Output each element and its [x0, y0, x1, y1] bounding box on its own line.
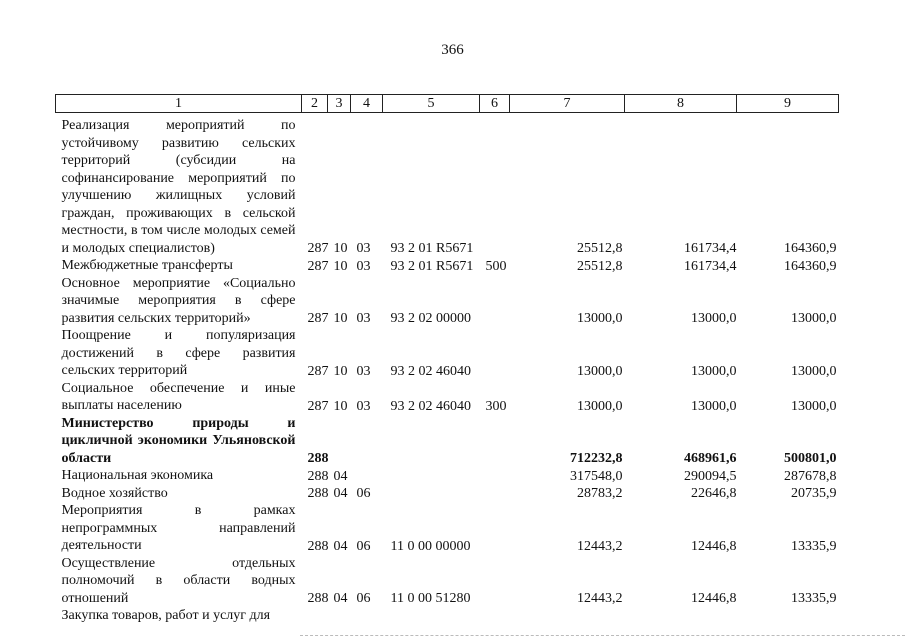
row-gr: 288	[307, 468, 329, 484]
row-value-9: 20735,9	[791, 486, 837, 501]
header-col-2: 2	[302, 95, 328, 113]
row-pr: 03	[356, 363, 371, 379]
table-row	[56, 415, 839, 468]
row-gr: 288	[307, 486, 329, 501]
row-pr: 06	[356, 486, 371, 501]
row-pr: 06	[356, 591, 371, 606]
row-csr: 93 2 01 R5671	[390, 258, 474, 274]
row-name: Водное хозяйство	[61, 485, 168, 501]
row-value-8	[625, 607, 737, 625]
row-csr: 11 0 00 51280	[390, 591, 471, 606]
row-rz: 10	[333, 241, 348, 256]
table-row	[56, 275, 839, 328]
row-value-9: 500801,0	[784, 451, 837, 466]
row-value-8: 161734,4	[684, 241, 737, 256]
row-pr	[351, 467, 383, 485]
row-value-7: 12443,2	[577, 538, 623, 554]
row-vr	[480, 555, 510, 608]
row-vr	[480, 607, 510, 625]
row-csr: 11 0 00 00000	[390, 538, 471, 554]
row-gr	[302, 607, 328, 625]
table-row	[56, 380, 839, 415]
row-name: Осуществление отдельных полномочий в области водных отношений	[61, 555, 296, 606]
row-name: Основное мероприятие «Социально значимые мероприятия в сфере развития сельских территорий»	[61, 275, 296, 326]
row-name: Национальная экономика	[61, 468, 214, 483]
row-pr	[351, 607, 383, 625]
row-value-7	[510, 607, 625, 625]
row-value-9: 13335,9	[791, 538, 837, 554]
row-vr: 500	[485, 258, 507, 274]
row-name: Мероприятия в рамках непрограммных направлений деятельности	[61, 503, 296, 553]
row-gr: 287	[307, 258, 329, 274]
row-rz: 04	[333, 486, 348, 501]
row-value-7: 28783,2	[577, 486, 623, 501]
table-row	[56, 555, 839, 608]
row-value-7: 25512,8	[577, 241, 623, 256]
row-rz: 04	[333, 468, 348, 484]
row-name: Межбюджетные трансферты	[61, 258, 233, 273]
row-vr: 300	[485, 398, 507, 414]
row-vr	[480, 327, 510, 380]
row-pr	[351, 415, 383, 468]
header-col-9: 9	[737, 95, 839, 113]
row-value-7: 12443,2	[577, 591, 623, 606]
row-gr: 288	[307, 591, 329, 606]
row-csr: 93 2 02 00000	[390, 311, 471, 326]
row-value-9: 13000,0	[791, 398, 837, 414]
table-row	[56, 327, 839, 380]
row-rz: 10	[333, 258, 348, 274]
row-pr: 03	[356, 398, 371, 414]
table-body	[56, 113, 839, 625]
row-csr	[383, 415, 480, 468]
row-value-7: 712232,8	[570, 451, 623, 466]
row-vr	[480, 113, 510, 258]
row-value-8: 12446,8	[691, 591, 737, 606]
bottom-rule	[300, 635, 905, 636]
header-col-7: 7	[510, 95, 625, 113]
row-csr: 93 2 02 46040	[390, 398, 471, 414]
page-number: 366	[441, 42, 464, 58]
budget-table	[55, 94, 839, 625]
row-rz: 04	[333, 591, 348, 606]
row-csr	[383, 467, 480, 485]
row-name: Социальное обеспечение и иные выплаты населению	[61, 380, 296, 413]
row-name: Поощрение и популяризация достижений в сфере развития сельских территорий	[61, 328, 296, 378]
header-col-6: 6	[480, 95, 510, 113]
row-value-8: 13000,0	[691, 398, 737, 414]
row-value-7: 13000,0	[577, 311, 623, 326]
row-value-7: 13000,0	[577, 363, 623, 379]
table-row	[56, 607, 839, 625]
row-pr: 03	[356, 258, 371, 274]
row-gr: 288	[307, 451, 329, 466]
row-value-8: 13000,0	[691, 311, 737, 326]
table-row	[56, 485, 839, 503]
row-csr	[383, 607, 480, 625]
row-gr: 287	[307, 363, 329, 379]
row-gr: 288	[307, 538, 329, 554]
row-vr	[480, 275, 510, 328]
row-vr	[480, 485, 510, 503]
row-value-8: 13000,0	[691, 363, 737, 379]
header-col-1: 1	[56, 95, 302, 113]
row-value-9: 164360,9	[784, 241, 837, 256]
table-row	[56, 113, 839, 258]
row-pr: 06	[356, 538, 371, 554]
row-value-7: 13000,0	[577, 398, 623, 414]
row-csr: 93 2 02 46040	[390, 363, 471, 379]
row-value-9: 13000,0	[791, 363, 837, 379]
row-value-9	[737, 607, 839, 625]
table-row	[56, 467, 839, 485]
row-vr	[480, 467, 510, 485]
row-value-9: 164360,9	[784, 258, 837, 274]
row-pr: 03	[356, 311, 371, 326]
header-col-4: 4	[351, 95, 383, 113]
row-vr	[480, 502, 510, 555]
row-rz: 10	[333, 363, 348, 379]
row-vr	[480, 415, 510, 468]
row-gr: 287	[307, 311, 329, 326]
header-col-5: 5	[383, 95, 480, 113]
row-value-8: 290094,5	[684, 468, 737, 484]
row-rz: 04	[333, 538, 348, 554]
table-header	[56, 95, 839, 113]
row-value-8: 22646,8	[691, 486, 737, 501]
row-value-7: 317548,0	[570, 468, 623, 484]
row-value-9: 13335,9	[791, 591, 837, 606]
row-csr	[383, 485, 480, 503]
row-name: Закупка товаров, работ и услуг для	[61, 608, 271, 623]
row-rz	[328, 415, 351, 468]
row-value-9: 287678,8	[784, 468, 837, 484]
row-csr: 93 2 01 R5671	[390, 241, 474, 256]
row-value-9: 13000,0	[791, 311, 837, 326]
header-col-8: 8	[625, 95, 737, 113]
row-name: Министерство природы и цикличной экономики Ульяновской области	[61, 415, 296, 466]
row-value-7: 25512,8	[577, 258, 623, 274]
row-value-8: 468961,6	[684, 451, 737, 466]
row-rz: 10	[333, 311, 348, 326]
row-gr: 287	[307, 241, 329, 256]
row-gr: 287	[307, 398, 329, 414]
row-pr: 03	[356, 241, 371, 256]
row-value-8: 161734,4	[684, 258, 737, 274]
row-rz: 10	[333, 398, 348, 414]
row-value-8: 12446,8	[691, 538, 737, 554]
header-col-3: 3	[328, 95, 351, 113]
header-row	[56, 95, 839, 113]
row-rz	[328, 607, 351, 625]
table-row	[56, 502, 839, 555]
table-row	[56, 257, 839, 275]
row-name: Реализация мероприятий по устойчивому развитию сельских территорий (субсидии на софинансирование мероприятий по улучшению жилищных условий граждан, проживающих в сельской местности, в том числе молодых семей и молодых специалистов)	[61, 118, 296, 256]
